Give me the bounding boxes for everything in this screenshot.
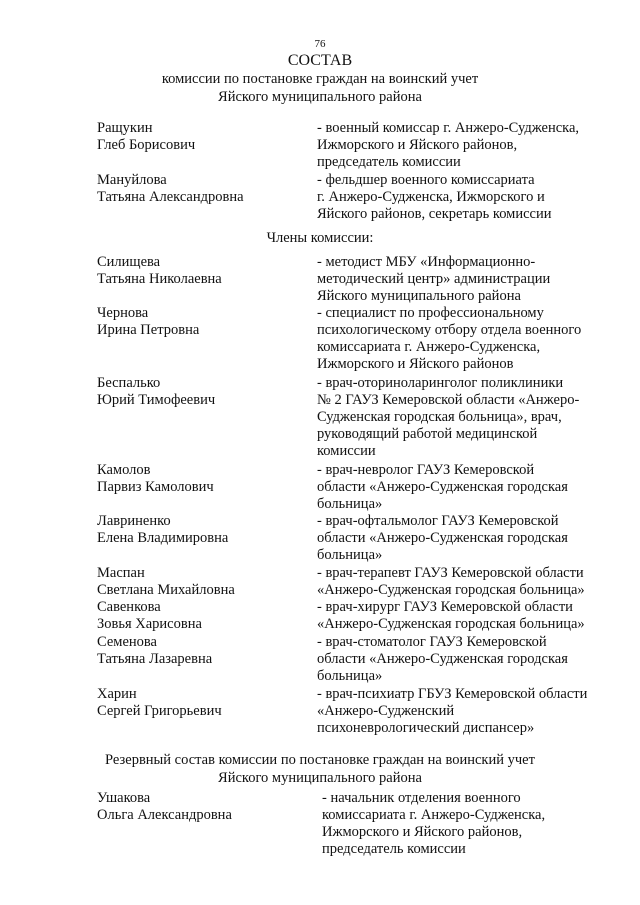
member-position-line: Ижморского и Яйского районов, — [317, 137, 518, 153]
member-position-line: - врач-психиатр ГБУЗ Кемеровской области — [317, 686, 588, 702]
member-position-line: - начальник отделения военного — [322, 790, 521, 806]
member-given-names: Светлана Михайловна — [97, 582, 235, 598]
member-given-names: Татьяна Лазаревна — [97, 651, 213, 667]
member-position-line: Ижморского и Яйского районов, — [322, 824, 523, 840]
reserve-heading-line-2: Яйского муниципального района — [218, 770, 422, 786]
member-position-line: Ижморского и Яйского районов — [317, 356, 514, 372]
member-surname: Лавриненко — [97, 513, 171, 529]
member-position-line: методический центр» администрации — [317, 271, 551, 287]
member-given-names: Ирина Петровна — [97, 322, 200, 338]
member-surname: Чернова — [97, 305, 149, 321]
member-given-names: Юрий Тимофеевич — [97, 392, 216, 408]
member-position-line: области «Анжеро-Судженская городская — [317, 651, 568, 667]
member-position-line: психологическому отбору отдела военного — [317, 322, 582, 338]
member-position-line: «Анжеро-Судженская городская больница» — [317, 616, 585, 632]
subtitle-line-1: комиссии по постановке граждан на воинский учет — [161, 71, 479, 87]
member-position-line: руководящий работой медицинской — [317, 426, 538, 442]
member-position-line: - фельдшер военного комиссариата — [317, 172, 535, 188]
subtitle-line-2: Яйского муниципального района — [218, 89, 422, 105]
member-position-line: Яйского муниципального района — [317, 288, 521, 304]
member-position-line: области «Анжеро-Судженская городская — [317, 479, 568, 495]
member-position-line: «Анжеро-Судженская городская больница» — [317, 582, 585, 598]
member-surname: Камолов — [97, 462, 151, 478]
member-position-line: «Анжеро-Судженский — [317, 703, 455, 719]
member-position-line: - врач-невролог ГАУЗ Кемеровской — [317, 462, 535, 478]
page-number: 76 — [314, 38, 326, 50]
member-position-line: - врач-стоматолог ГАУЗ Кемеровской — [317, 634, 547, 650]
member-position-line: № 2 ГАУЗ Кемеровской области «Анжеро- — [317, 392, 580, 408]
member-surname: Силищева — [97, 254, 161, 270]
member-surname: Маспан — [97, 565, 145, 581]
member-given-names: Парвиз Камолович — [97, 479, 214, 495]
reserve-heading-line-1: Резервный состав комиссии по постановке граждан на воинский учет — [105, 752, 535, 768]
member-given-names: Зовья Харисовна — [97, 616, 202, 632]
member-position-line: - специалист по профессиональному — [317, 305, 544, 321]
member-position-line: комиссариата г. Анжеро-Судженска, — [317, 339, 541, 355]
member-position-line: - военный комиссар г. Анжеро-Судженска, — [317, 120, 580, 136]
document-title: СОСТАВ — [287, 52, 353, 69]
member-position-line: больница» — [317, 496, 383, 512]
member-position-line: председатель комиссии — [317, 154, 461, 170]
member-surname: Харин — [97, 686, 137, 702]
member-position-line: области «Анжеро-Судженская городская — [317, 530, 568, 546]
member-surname: Семенова — [97, 634, 157, 650]
member-given-names: Татьяна Александровна — [97, 189, 244, 205]
member-position-line: г. Анжеро-Судженска, Ижморского и — [317, 189, 545, 205]
member-surname: Мануйлова — [97, 172, 167, 188]
member-position-line: Яйского районов, секретарь комиссии — [317, 206, 552, 222]
member-position-line: председатель комиссии — [322, 841, 466, 857]
member-given-names: Глеб Борисович — [97, 137, 196, 153]
member-position-line: - методист МБУ «Информационно- — [317, 254, 536, 270]
member-surname: Ращукин — [97, 120, 153, 136]
member-position-line: психоневрологический диспансер» — [317, 720, 535, 736]
member-surname: Савенкова — [97, 599, 161, 615]
members-heading: Члены комиссии: — [266, 230, 374, 246]
member-position-line: Судженская городская больница», врач, — [317, 409, 562, 425]
member-surname: Беспалько — [97, 375, 161, 391]
member-position-line: - врач-оториноларинголог поликлиники — [317, 375, 564, 391]
member-given-names: Татьяна Николаевна — [97, 271, 222, 287]
member-position-line: больница» — [317, 547, 383, 563]
member-given-names: Елена Владимировна — [97, 530, 229, 546]
member-position-line: - врач-офтальмолог ГАУЗ Кемеровской — [317, 513, 559, 529]
member-position-line: комиссариата г. Анжеро-Судженска, — [322, 807, 546, 823]
member-position-line: больница» — [317, 668, 383, 684]
member-given-names: Ольга Александровна — [97, 807, 232, 823]
member-given-names: Сергей Григорьевич — [97, 703, 222, 719]
member-surname: Ушакова — [97, 790, 151, 806]
member-position-line: - врач-хирург ГАУЗ Кемеровской области — [317, 599, 573, 615]
member-position-line: комиссии — [317, 443, 376, 459]
member-position-line: - врач-терапевт ГАУЗ Кемеровской области — [317, 565, 584, 581]
